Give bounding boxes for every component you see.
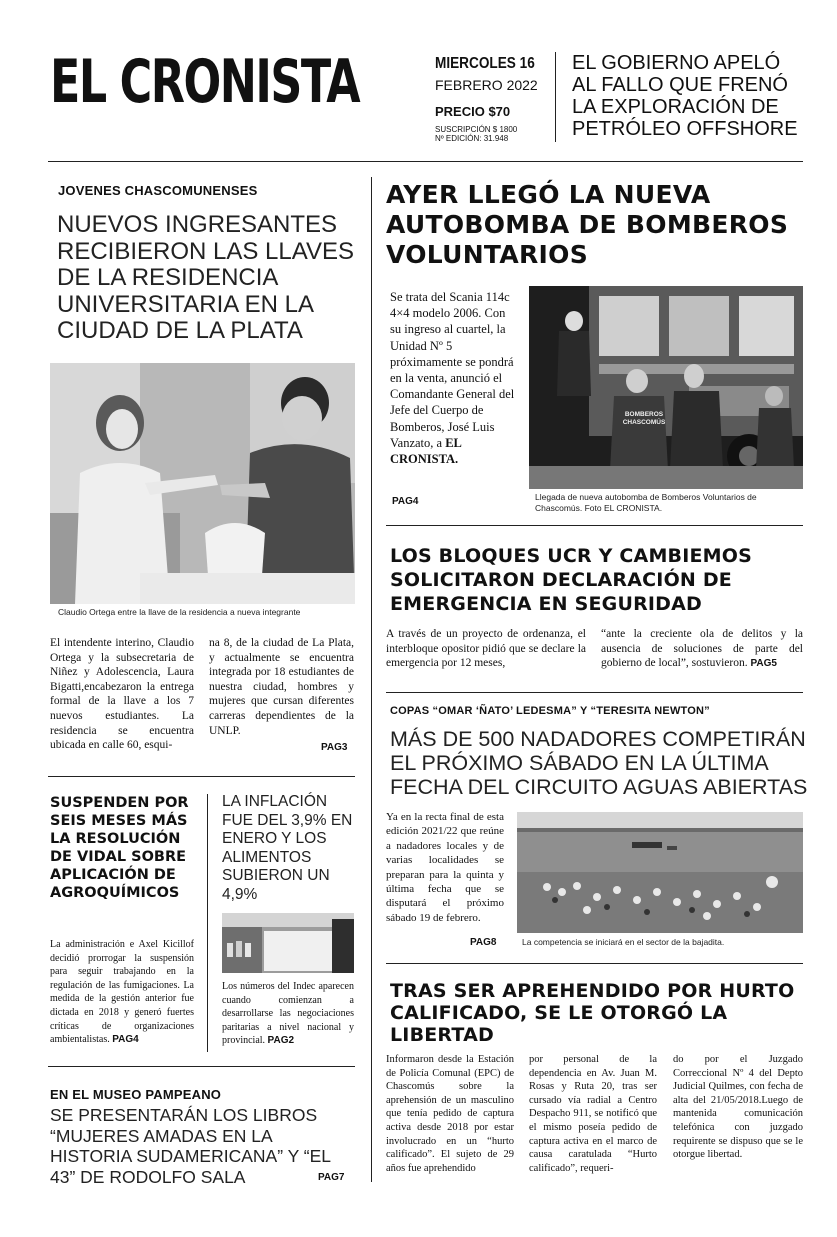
agroquimicos-body: [50, 938, 194, 1047]
autobomba-photo-art: [529, 286, 803, 489]
seguridad-col2: “ante la creciente ola de delitos y la ausencia de soluciones de parte del gobierno de local”, sostuvieron.: [601, 628, 803, 670]
nadadores-body: Ya en la recta final de esta edición 2021/22 que reúne a nadadores locales y de varias localidades se preparan para la quinta y última fecha que se disputará el próximo sábado 19 de febrero.: [386, 811, 504, 924]
price: PRECIO $70: [435, 104, 511, 119]
subscription-price: SUSCRIPCIÓN $ 1800: [435, 125, 518, 134]
nadadores-photo-art: [517, 812, 803, 933]
agroquimicos-headline[interactable]: SUSPENDEN POR SEIS MESES MÁS LA RESOLUCIÓN DE VIDAL SOBRE APLICACIÓN DE AGROQUÍMICOS: [50, 795, 189, 901]
nadadores-caption: La competencia se iniciará en el sector de la bajadita.: [522, 937, 725, 947]
residencia-kicker: JOVENES CHASCOMUNENSES: [58, 183, 258, 198]
hurto-col2: por personal de la dependencia en Av. Juan M. Rosas y Ruta 20, tras ser cursado vía radial a Centro Despacho 911, se notificó que el mismo poseía pedido de captura activa en el marco de causa caratulada “Hurto calificado”, requeri-: [529, 1054, 657, 1174]
residencia-caption: Claudio Ortega entre la llave de la residencia a nueva integrante: [58, 607, 301, 617]
agro-divider: [207, 794, 208, 1052]
nadadores-photo: [517, 812, 803, 933]
inflacion-photo-art: [222, 913, 354, 973]
autobomba-body-bold: EL CRONISTA.: [390, 435, 462, 467]
nadadores-page[interactable]: PAG8: [470, 937, 497, 948]
residencia-headline[interactable]: NUEVOS INGRESANTES RECIBIERON LAS LLAVES DE LA RESIDENCIA UNIVERSITARIA EN LA CIUDAD DE LA PLATA: [57, 211, 354, 344]
inflacion-body: [222, 980, 354, 1048]
inflacion-headline[interactable]: LA INFLACIÓN FUE DEL 3,9% EN ENERO Y LOS ALIMENTOS SUBIERON UN 4,9%: [222, 793, 353, 903]
inflacion-rule: [48, 1066, 355, 1067]
agroquimicos-body-text: La administración e Axel Kicillof decidió prorrogar la suspensión para seguir trabajando en la regulación de las fumigaciones. La medida de la gestión anterior fue dictada en 2018 y generó fuertes críticas de organizaciones ambientalistas.: [50, 939, 194, 1046]
residencia-col2: na 8, de la ciudad de La Plata, y actualmente se encuentra integrada por 18 estudiantes de nuestra ciudad, hombres y mujeres que cursan diferentes carreras dependientes de la UNLP.: [209, 637, 354, 737]
issue-day: MIERCOLES 16: [435, 55, 535, 72]
subscription-info: [435, 125, 517, 143]
seguridad-col2-wrap: [601, 627, 803, 672]
edition-number: Nº EDICIÓN: 31.948: [435, 134, 509, 143]
nadadores-kicker: COPAS “OMAR ‘ÑATO’ LEDESMA” Y “TERESITA NEWTON”: [390, 705, 710, 717]
inflacion-body-text: Los números del Indec aparecen cuando comienzan a desarrollarse las negociaciones paritarias a nivel nacional y provincial.: [222, 981, 354, 1047]
autobomba-body-text: Se trata del Scania 114c 4×4 modelo 2006. Con su ingreso al cuartel, la Unidad Nº 5 próximamente se pondrá en la venta, anunció el Comandante General del Jefe del Cuerpo de Bomberos, José Luis Vanzato, a: [390, 290, 515, 450]
residencia-rule: [48, 776, 355, 777]
autobomba-photo: [529, 286, 803, 489]
masthead-divider: [555, 52, 556, 142]
residencia-col1: El intendente interino, Claudio Ortega y la subsecretaria de Niñez y Adolescencia, Laura Bigatti,encabezaron la entrega formal de la llave a los 7 nuevos estudiantes. La residencia se encuentra ubicada en calle 60, esqui-: [50, 637, 194, 752]
top-headline[interactable]: EL GOBIERNO APELÓ AL FALLO QUE FRENÓ LA EXPLORACIÓN DE PETRÓLEO OFFSHORE: [572, 52, 798, 140]
seguridad-page[interactable]: PAG5: [750, 658, 777, 670]
issue-month: FEBRERO 2022: [435, 77, 538, 93]
inflacion-photo: [222, 913, 354, 973]
seguridad-rule: [386, 692, 803, 693]
inflacion-page[interactable]: PAG2: [267, 1035, 295, 1047]
seguridad-col1: A través de un proyecto de ordenanza, el interbloque opositor pidió que se declare la emergencia por 12 meses,: [386, 628, 586, 670]
museo-headline[interactable]: SE PRESENTARÁN LOS LIBROS “MUJERES AMADAS EN LA HISTORIA SUDAMERICANA” Y “EL 43” DE RODOLFO SALA: [50, 1105, 331, 1187]
seguridad-headline[interactable]: LOS BLOQUES UCR Y CAMBIEMOS SOLICITARON DECLARACIÓN DE EMERGENCIA EN SEGURIDAD: [390, 545, 753, 615]
museo-kicker: EN EL MUSEO PAMPEANO: [50, 1087, 222, 1102]
residencia-page[interactable]: PAG3: [321, 742, 348, 753]
autobomba-page[interactable]: PAG4: [392, 496, 419, 507]
hurto-col3: do por el Juzgado Correccional Nº 4 del Depto Judicial Quilmes, con fecha de alta del 21/05/2018.Luego de mantenida comunicación telefónica con juzgado requirente se dispuso que se le otorgue libertad.: [673, 1054, 803, 1161]
masthead-title: EL CRONISTA: [50, 47, 360, 117]
museo-page[interactable]: PAG7: [318, 1172, 345, 1183]
masthead-rule: [48, 161, 803, 162]
residencia-photo-art: [50, 363, 355, 604]
hurto-headline[interactable]: TRAS SER APREHENDIDO POR HURTO CALIFICADO, SE LE OTORGÓ LA LIBERTAD: [390, 980, 795, 1046]
autobomba-body: [390, 289, 515, 467]
nadadores-rule: [386, 963, 803, 964]
residencia-photo: [50, 363, 355, 604]
autobomba-rule: [386, 525, 803, 526]
autobomba-caption: Llegada de nueva autobomba de Bomberos Voluntarios de Chascomús. Foto EL CRONISTA.: [535, 492, 757, 513]
column-divider: [371, 177, 372, 1182]
nadadores-headline[interactable]: MÁS DE 500 NADADORES COMPETIRÁN EL PRÓXIMO SÁBADO EN LA ÚLTIMA FECHA DEL CIRCUITO AGUAS ABIERTAS: [390, 727, 808, 799]
autobomba-truck-text: BOMBEROS CHASCOMÚS: [622, 411, 666, 426]
agroquimicos-page[interactable]: PAG4: [112, 1034, 139, 1046]
autobomba-headline[interactable]: AYER LLEGÓ LA NUEVA AUTOBOMBA DE BOMBEROS VOLUNTARIOS: [386, 180, 789, 269]
hurto-col1: Informaron desde la Estación de Policía Comunal (EPC) de Chascomús sobre la aprehensión de un masculino que tenía pedido de captura activa desde 2018 por estar involucrado en un “hurto calificado”. El sujeto de 29 años fue aprehendido: [386, 1054, 514, 1174]
